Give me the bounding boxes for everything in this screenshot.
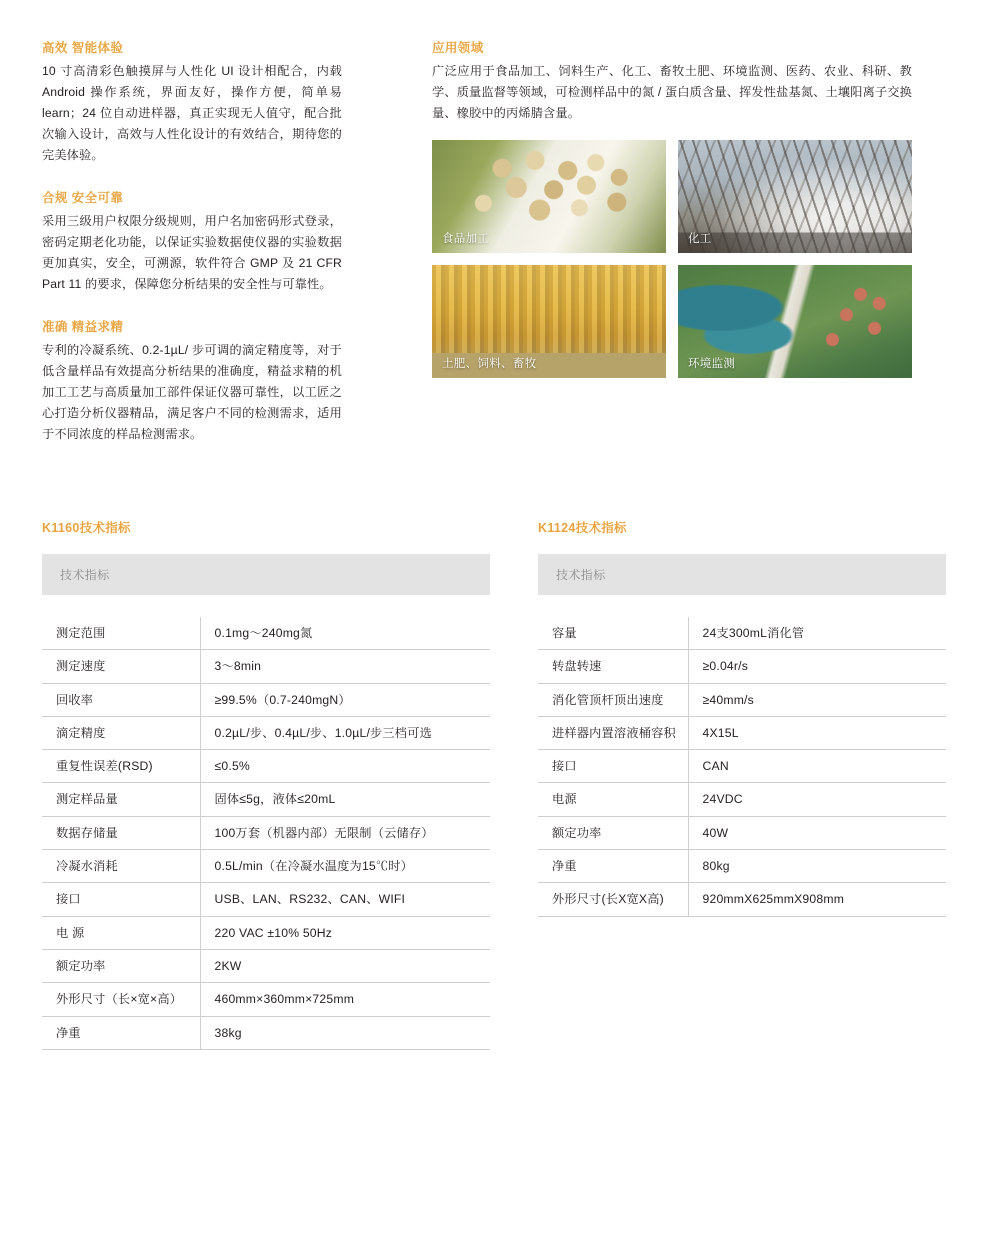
application-heading: 应用领域 xyxy=(432,41,484,55)
application-image-chemical-industry xyxy=(678,140,912,253)
feature-heading-1: 高效 智能体验 xyxy=(42,41,124,55)
spec-header-k1160: 技术指标 xyxy=(42,554,490,595)
spec-key: 外形尺寸（长×宽×高） xyxy=(42,983,200,1016)
application-body: 广泛应用于食品加工、饲料生产、化工、畜牧土肥、环境监测、医药、农业、科研、教学、质量监督等领域，可检测样品中的氮 / 蛋白质含量、挥发性盐基氮、土壤阳离子交换量、橡胶中的丙烯腈含量。 xyxy=(432,64,912,120)
spec-key: 回收率 xyxy=(42,683,200,716)
spec-key: 电源 xyxy=(538,783,688,816)
spec-key: 额定功率 xyxy=(42,949,200,982)
table-row xyxy=(42,750,490,783)
table-row xyxy=(42,883,490,916)
spec-key: 净重 xyxy=(538,850,688,883)
table-row xyxy=(538,716,946,749)
feature-body-2: 采用三级用户权限分级规则，用户名加密码形式登录，密码定期老化功能，以保证实验数据使仪器的实验数据更加真实，安全，可溯源，软件符合 GMP 及 21 CFR Part 11 的要求，保障您分析结果的安全性与可靠性。 xyxy=(42,213,342,291)
application-column-right xyxy=(432,38,912,146)
spec-value: 80kg xyxy=(688,850,946,883)
image-caption-3: 土肥、饲料、畜牧 xyxy=(442,358,537,370)
table-row xyxy=(42,949,490,982)
table-row xyxy=(538,783,946,816)
spec-value: CAN xyxy=(688,750,946,783)
table-row xyxy=(42,983,490,1016)
chemical-plant-photo xyxy=(678,140,912,253)
spec-value: ≥99.5%（0.7-240mgN） xyxy=(200,683,490,716)
application-image-environment-monitoring xyxy=(678,265,912,378)
spec-value: ≤0.5% xyxy=(200,750,490,783)
spec-key: 转盘转速 xyxy=(538,650,688,683)
spec-table-k1124 xyxy=(538,617,946,917)
spec-value: 38kg xyxy=(200,1016,490,1049)
feature-heading-3: 准确 精益求精 xyxy=(42,319,124,334)
table-row xyxy=(42,783,490,816)
feature-heading-2: 合规 安全可靠 xyxy=(42,190,124,205)
spec-value: 24VDC xyxy=(688,783,946,816)
image-caption-2: 化工 xyxy=(688,233,712,245)
features-column-left xyxy=(42,38,342,445)
spec-key: 测定速度 xyxy=(42,650,200,683)
spec-key: 外形尺寸(长X宽X高) xyxy=(538,883,688,916)
spec-key: 接口 xyxy=(538,750,688,783)
spec-value: 460mm×360mm×725mm xyxy=(200,983,490,1016)
table-row xyxy=(538,617,946,650)
table-row xyxy=(42,716,490,749)
table-row xyxy=(42,650,490,683)
image-caption-1: 食品加工 xyxy=(442,233,490,245)
feature-body-1: 10 寸高清彩色触摸屏与人性化 UI 设计相配合，内载 Android 操作系统，界面友好，操作方便，简单易learn；24 位自动进样器，真正实现无人值守，配合批次输入设计，高效与人性化设计的有效结合，期待您的完美体验。 xyxy=(42,64,342,162)
spec-key: 测定范围 xyxy=(42,617,200,650)
spec-key: 净重 xyxy=(42,1016,200,1049)
spec-value: 220 VAC ±10% 50Hz xyxy=(200,916,490,949)
spec-block-k1124 xyxy=(538,518,946,917)
spec-value: ≥40mm/s xyxy=(688,683,946,716)
spec-value: 920mmX625mmX908mm xyxy=(688,883,946,916)
application-image-soil-feed-livestock xyxy=(432,265,666,378)
table-row xyxy=(538,883,946,916)
table-row xyxy=(42,617,490,650)
spec-key: 滴定精度 xyxy=(42,716,200,749)
spec-value: 0.2µL/步、0.4µL/步、1.0µL/步三档可选 xyxy=(200,716,490,749)
spec-value: 100万套（机器内部）无限制（云储存） xyxy=(200,816,490,849)
spec-key: 电 源 xyxy=(42,916,200,949)
spec-value: 2KW xyxy=(200,949,490,982)
spec-key: 重复性误差(RSD) xyxy=(42,750,200,783)
table-row xyxy=(538,683,946,716)
feature-body-3: 专利的冷凝系统、0.2-1µL/ 步可调的滴定精度等，对于低含量样品有效提高分析结果的准确度，精益求精的机加工工艺与高质量加工部件保证仪器可靠性，以工匠之心打造分析仪器精品，满足客户不同的检测需求，适用于不同浓度的样品检测需求。 xyxy=(42,342,342,441)
spec-value: ≥0.04r/s xyxy=(688,650,946,683)
spec-block-k1160 xyxy=(42,518,490,1050)
table-row xyxy=(42,816,490,849)
spec-key: 数据存储量 xyxy=(42,816,200,849)
table-row xyxy=(42,850,490,883)
table-row xyxy=(42,916,490,949)
table-row xyxy=(42,1016,490,1049)
image-caption-4: 环境监测 xyxy=(688,358,736,370)
application-image-grid xyxy=(432,140,912,378)
spec-title-k1160: K1160技术指标 xyxy=(42,521,131,535)
table-row xyxy=(538,816,946,849)
spec-value: 0.5L/min（在冷凝水温度为15℃时） xyxy=(200,850,490,883)
spec-value: 4X15L xyxy=(688,716,946,749)
spec-header-k1124: 技术指标 xyxy=(538,554,946,595)
spec-value: 3～8min xyxy=(200,650,490,683)
table-row xyxy=(538,750,946,783)
spec-value: 0.1mg～240mg氮 xyxy=(200,617,490,650)
spec-key: 额定功率 xyxy=(538,816,688,849)
spec-key: 容量 xyxy=(538,617,688,650)
spec-key: 消化管顶杆顶出速度 xyxy=(538,683,688,716)
spec-value: 24支300mL消化管 xyxy=(688,617,946,650)
spec-value: 固体≤5g，液体≤20mL xyxy=(200,783,490,816)
spec-value: USB、LAN、RS232、CAN、WIFI xyxy=(200,883,490,916)
spec-key: 测定样品量 xyxy=(42,783,200,816)
spec-table-k1160 xyxy=(42,617,490,1050)
application-image-food-processing xyxy=(432,140,666,253)
table-row xyxy=(538,650,946,683)
spec-key: 进样器内置溶液桶容积 xyxy=(538,716,688,749)
spec-value: 40W xyxy=(688,816,946,849)
table-row xyxy=(538,850,946,883)
spec-title-k1124: K1124技术指标 xyxy=(538,521,627,535)
table-row xyxy=(42,683,490,716)
spec-key: 接口 xyxy=(42,883,200,916)
spec-key: 冷凝水消耗 xyxy=(42,850,200,883)
